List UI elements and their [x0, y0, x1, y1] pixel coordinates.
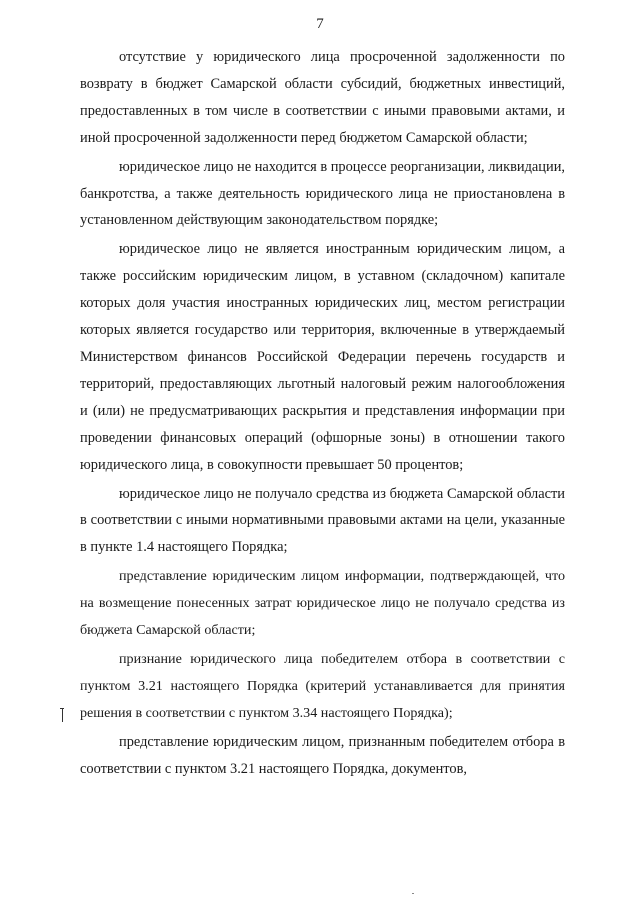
paragraph-not-foreign-entity: юридическое лицо не является иностранным юридическим лицом, а также российским юридическим лицом, в уставном (складочном) капитале которых доля участия иностранных юридических лиц, местом регистрации которых является государство или территория, включенные в утверждаемый Министерством финансов Российской Федерации перечень государств и территорий, предоставляющих льготный налоговый режим налогообложения и (или) не предусматривающих раскрытия и представления информации при проведении финансовых операций (офшорные зоны) в отношении такого юридического лица, в совокупности превышает 50 процентов;: [80, 241, 565, 473]
paragraph-information-submission: представление юридическим лицом информации, подтверждающей, что на возмещение понесенных затрат юридическое лицо не получало средства из бюджета Самарской области;: [80, 568, 565, 639]
paragraph-no-reorganization: юридическое лицо не находится в процессе реорганизации, ликвидации, банкротства, а также деятельность юридического лица не приостановлена в установленном действующим законодательством порядке;: [80, 158, 566, 229]
paragraph-documents-submission: представление юридическим лицом, признанным победителем отбора в соответствии с пунктом 3.21 настоящего Порядка, документов,: [80, 733, 565, 777]
document-body: [80, 44, 565, 784]
paragraph-debt-absence: отсутствие у юридического лица просроченной задолженности по возврату в бюджет Самарской области субсидий, бюджетных инвестиций, предоставленных в том числе в соответствии с иными правовыми актами, и иной просроченной задолженности перед бюджетом Самарской области;: [80, 49, 565, 146]
paragraph-no-other-budget-funds: юридическое лицо не получало средства из бюджета Самарской области в соответствии с иными нормативными правовыми актами на цели, указанные в пункте 1.4 настоящего Порядка;: [80, 485, 565, 556]
margin-mark: [62, 708, 63, 722]
paragraph-selection-winner: признание юридического лица победителем отбора в соответствии с пунктом 3.21 настоящего Порядка (критерий устанавливается для принятия решения в соответствии с пунктом 3.34 настоящего Порядка);: [80, 650, 565, 721]
scan-speck: [412, 893, 414, 894]
page-number: 7: [316, 16, 324, 32]
